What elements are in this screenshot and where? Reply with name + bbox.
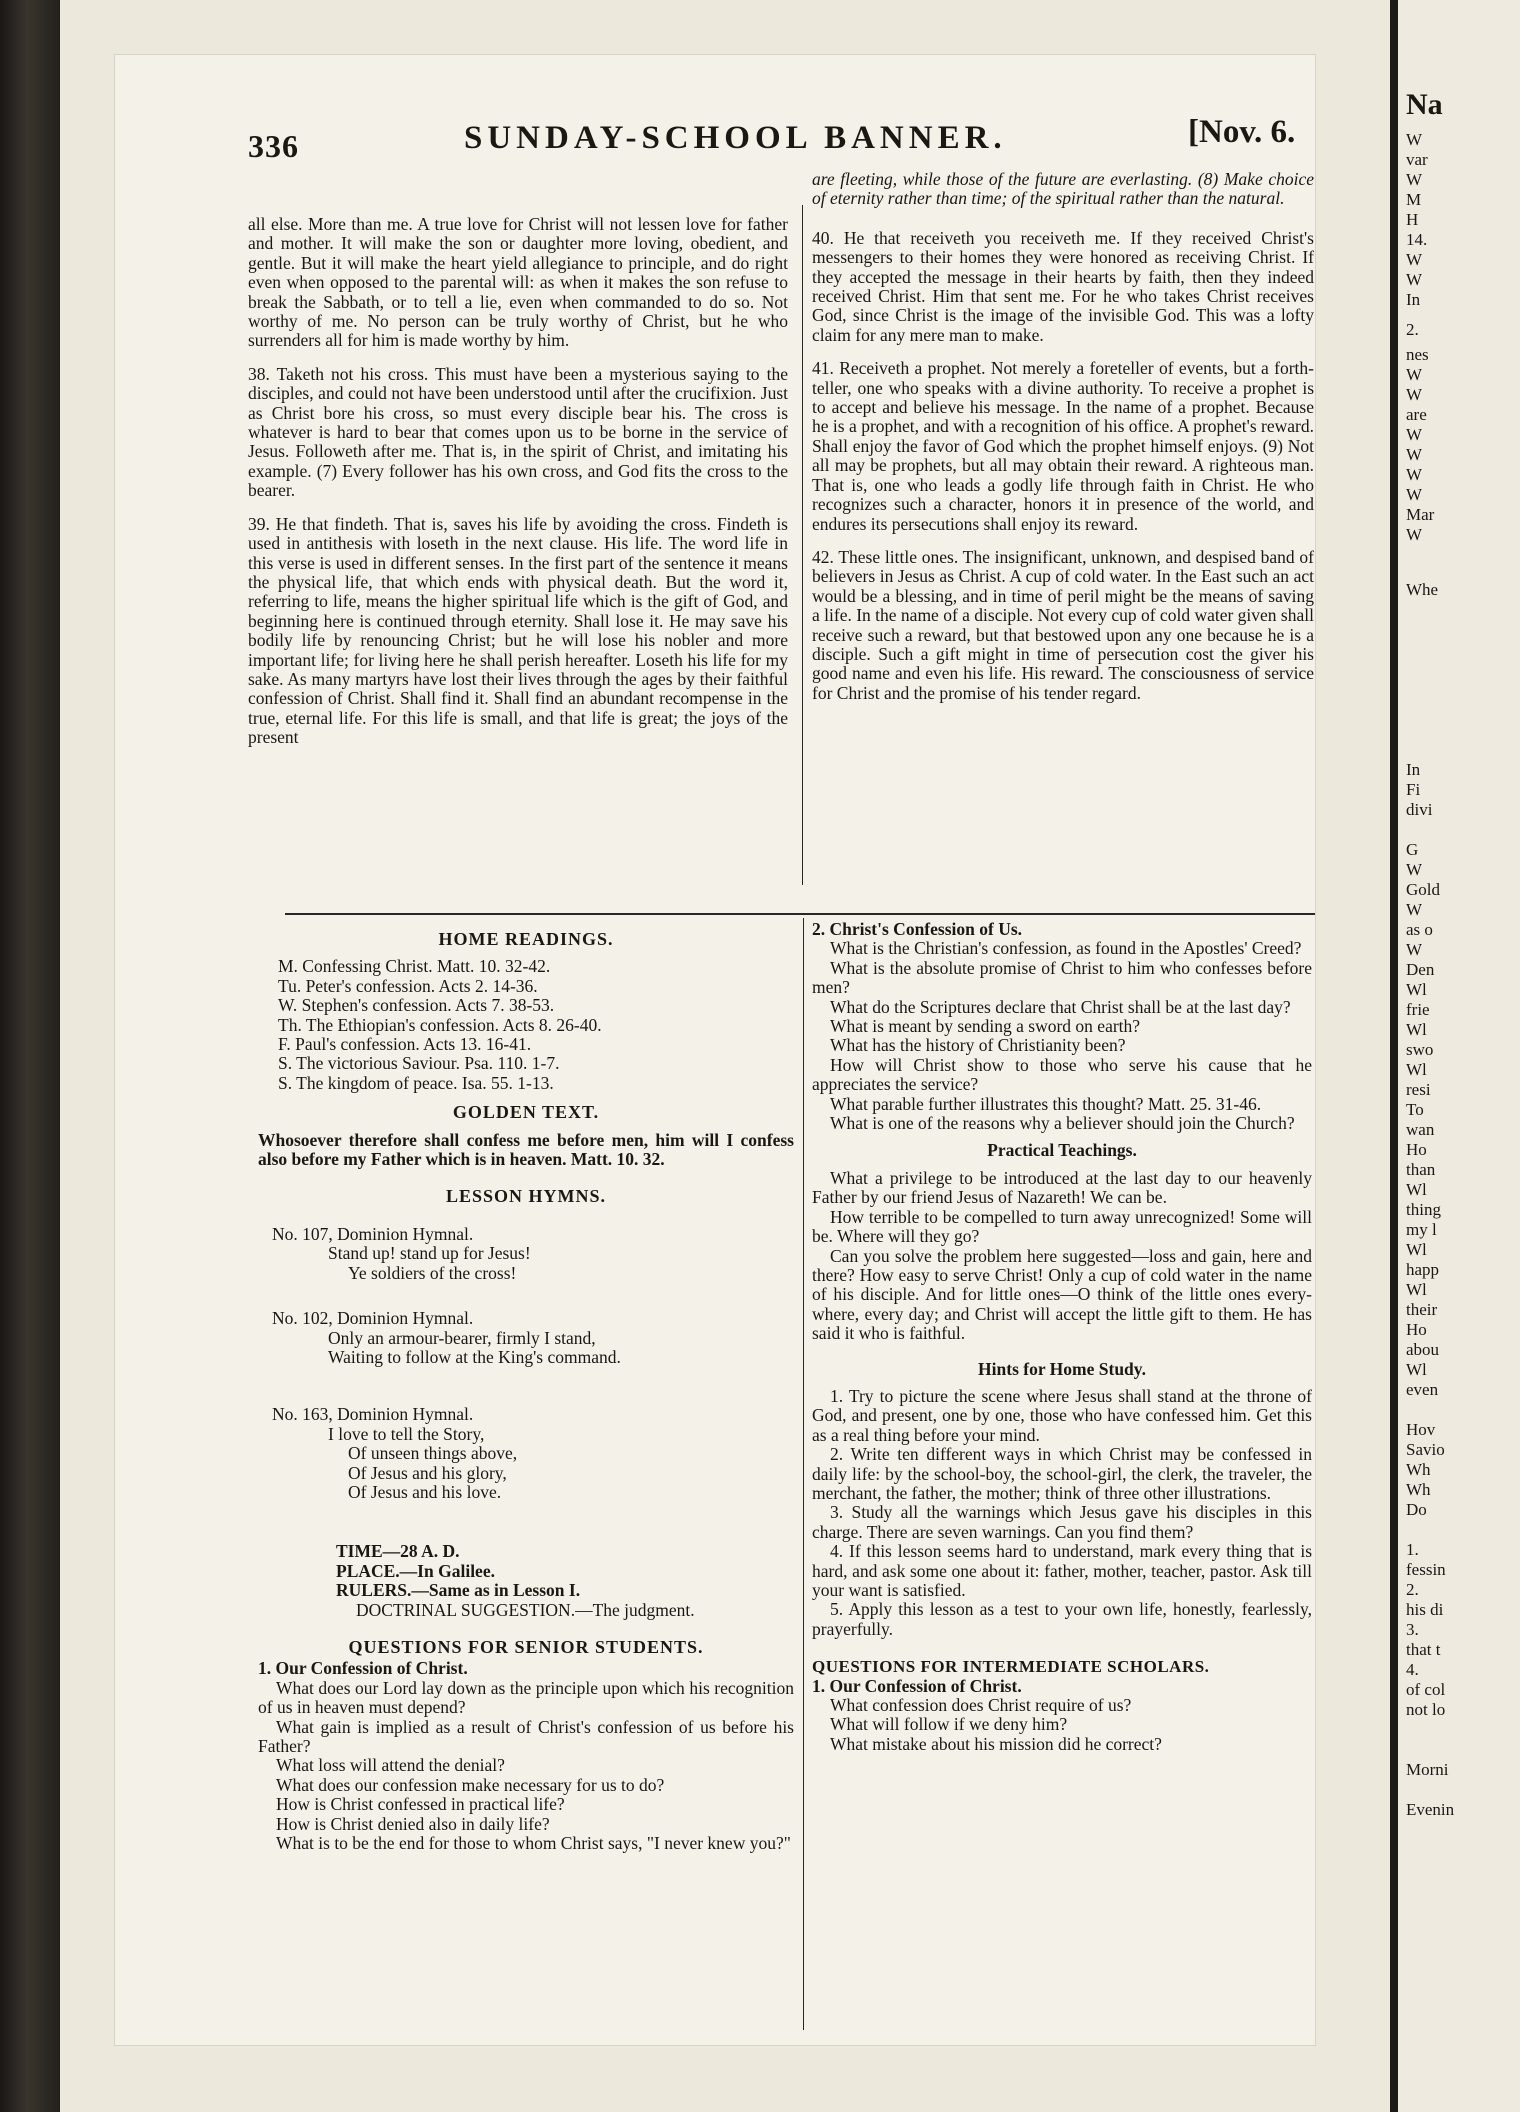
- section-divider: [285, 913, 1315, 915]
- facing-page-fragment: H: [1406, 210, 1419, 229]
- intermediate-subheading: 1. Our Confession of Christ.: [812, 1675, 1022, 1696]
- hymn-line: Of Jesus and his glory,: [348, 1462, 507, 1483]
- facing-page-fragment: are: [1406, 405, 1427, 424]
- home-readings-heading: HOME READINGS.: [438, 929, 614, 949]
- lesson-rulers: RULERS.—Same as in Lesson I.: [336, 1580, 581, 1601]
- facing-page-fragment: Evenin: [1406, 1800, 1455, 1819]
- commentary-verse-39: 39. He that findeth. That is, saves his life by avoiding the cross. Findeth is used in antithesis with loseth in the next clause. His life. The word life in this verse is used in different senses. In the first part of the sentence it means the physical life, that which ends with physical death. But the word it, referring to life, means the higher spiritual life which is the gift of God, and beginning here is continued through eternity. Shall lose it. He may save his bodily life by renouncing Christ; but he will lose his nobler and more important life; for living here he shall perish hereafter. Loseth his life for my sake. As many martyrs have lost their lives through the ages by their faithful confession of Christ. Shall find it. Shall find an abundant recompense in the true, eternal life. For this life is small, and that life is great; the joys of the present: [248, 513, 788, 748]
- question: How is Christ confessed in practical life?: [276, 1794, 565, 1815]
- reading-item: S. The kingdom of peace. Isa. 55. 1-13.: [278, 1072, 554, 1093]
- hymn-line: Stand up! stand up for Jesus!: [328, 1243, 531, 1264]
- facing-page-fragment: my l: [1406, 1220, 1437, 1239]
- lesson-helps-column: [258, 922, 794, 1853]
- commentary-right-column: [812, 170, 1314, 703]
- facing-page-fragment: happ: [1406, 1260, 1440, 1279]
- question: What gain is implied as a result of Christ's confession of us before his Father?: [258, 1716, 794, 1756]
- hint-item: 4. If this lesson seems hard to understand, mark every thing that is hard, and ask some one about it: father, mother, teacher, pastor. Ask till your want is satisfied.: [812, 1541, 1312, 1600]
- facing-page-fragment: Ho: [1406, 1320, 1427, 1339]
- reading-item: Tu. Peter's confession. Acts 2. 14-36.: [278, 975, 538, 996]
- facing-page-fragment: Wl: [1406, 1280, 1427, 1299]
- facing-page-fragment: wan: [1406, 1120, 1435, 1139]
- facing-page-fragment: Na: [1406, 88, 1443, 121]
- facing-page-fragment: W: [1406, 250, 1423, 269]
- question: What is the absolute promise of Christ to him who confesses before men?: [812, 957, 1312, 998]
- hint-item: 1. Try to picture the scene where Jesus shall stand at the throne of God, and present, one by one, those who have confessed him. Get this as a real thing before your mind.: [812, 1385, 1312, 1445]
- facing-page-fragment: W: [1406, 170, 1423, 189]
- hint-item: 3. Study all the warnings which Jesus gave his disciples in this charge. There are seven warnings. Can you find them?: [812, 1502, 1312, 1542]
- facing-page-fragment: W: [1406, 940, 1423, 959]
- facing-page-fragment: G: [1406, 840, 1419, 859]
- column-divider: [802, 205, 803, 885]
- facing-page-fragment: In: [1406, 760, 1421, 779]
- facing-page-fragment: W: [1406, 130, 1423, 149]
- facing-page-fragment: their: [1406, 1300, 1438, 1319]
- facing-page-fragment: Wl: [1406, 1060, 1427, 1079]
- doctrinal-suggestion: DOCTRINAL SUGGESTION.—The judgment.: [356, 1599, 695, 1620]
- hymn-line: Of Jesus and his love.: [348, 1481, 502, 1502]
- lesson-hymns-heading: LESSON HYMNS.: [445, 1186, 607, 1207]
- facing-page-fragment: Whe: [1406, 580, 1439, 599]
- book-spine: [0, 0, 60, 2112]
- hymn-source: No. 107, Dominion Hymnal.: [272, 1223, 474, 1244]
- facing-page-fragment: not lo: [1406, 1700, 1446, 1719]
- facing-page-fragment: 14.: [1406, 230, 1428, 249]
- lesson-time: TIME—28 A. D.: [336, 1541, 460, 1562]
- hint-item: 2. Write ten different ways in which Christ may be confessed in daily life: by the school-boy, the school-girl, the clerk, the traveler, the merchant, the father, the mother; think of three other illustrations.: [812, 1444, 1312, 1503]
- hymn-line: Ye soldiers of the cross!: [348, 1262, 517, 1283]
- hymn-line: Only an armour-bearer, firmly I stand,: [328, 1327, 596, 1348]
- facing-page-fragment: In: [1406, 290, 1421, 309]
- facing-page-fragment: Wl: [1406, 1240, 1427, 1259]
- commentary-continuation: are fleeting, while those of the future are everlasting. (8) Make choice of eternity rather than time; of the spiritual rather than the natural.: [812, 169, 1314, 209]
- facing-page-fragment: frie: [1406, 1000, 1430, 1019]
- facing-page-fragment: W: [1406, 270, 1423, 289]
- facing-page-fragment: 3.: [1406, 1620, 1419, 1639]
- facing-page-fragment: fessin: [1406, 1560, 1446, 1579]
- hint-item: 5. Apply this lesson as a test to your own life, honestly, fearlessly, prayerfully.: [812, 1599, 1312, 1639]
- lesson-info: [336, 1542, 794, 1620]
- facing-page-fragment: Hov: [1406, 1420, 1436, 1439]
- subsection-heading: 2. Christ's Confession of Us.: [812, 919, 1023, 939]
- facing-page-fragment: even: [1406, 1380, 1439, 1399]
- hymn-source: No. 102, Dominion Hymnal.: [272, 1308, 474, 1329]
- facing-page-fragment: W: [1406, 365, 1423, 384]
- question: What mistake about his mission did he correct?: [830, 1733, 1162, 1754]
- question: How is Christ denied also in daily life?: [276, 1813, 550, 1834]
- facing-page-fragment: nes: [1406, 345, 1429, 364]
- facing-page-fragment: than: [1406, 1160, 1436, 1179]
- facing-page-fragment: divi: [1406, 800, 1433, 819]
- facing-page-fragment: swo: [1406, 1040, 1434, 1059]
- facing-page-fragment: W: [1406, 445, 1423, 464]
- hymn-line: Waiting to follow at the King's command.: [328, 1346, 621, 1367]
- facing-page-fragment: W: [1406, 425, 1423, 444]
- reading-item: S. The victorious Saviour. Psa. 110. 1-7.: [278, 1053, 560, 1074]
- home-readings-list: [278, 957, 794, 1093]
- intermediate-questions-heading: QUESTIONS FOR INTERMEDIATE SCHOLARS.: [812, 1657, 1210, 1677]
- hymn-line: I love to tell the Story,: [328, 1423, 485, 1444]
- questions-right-column: [812, 920, 1312, 1754]
- question: What has the history of Christianity been?: [830, 1035, 1126, 1056]
- question: What does our confession make necessary for us to do?: [276, 1774, 665, 1795]
- facing-page-fragment: resi: [1406, 1080, 1431, 1099]
- facing-page-fragment: W: [1406, 860, 1423, 879]
- reading-item: F. Paul's confession. Acts 13. 16-41.: [278, 1034, 532, 1055]
- hymn-line: Of unseen things above,: [348, 1443, 518, 1464]
- golden-text-heading: GOLDEN TEXT.: [452, 1102, 600, 1123]
- facing-page-fragment: Savio: [1406, 1440, 1445, 1459]
- facing-page-fragment: Do: [1406, 1500, 1427, 1519]
- facing-page-fragment: Gold: [1406, 880, 1440, 899]
- facing-page-fragment: Wl: [1406, 980, 1427, 999]
- commentary-verse-41: 41. Receiveth a prophet. Not merely a foreteller of events, but a forth-teller, one who speaks with a divine authority. To receive a prophet is to accept and believe his message. In the name of a prophet. Because he is a prophet, and with a recognition of his office. A prophet's reward. Shall enjoy the favor of God which the prophet himself enjoys. (9) Not all may be prophets, but all may obtain their reward. A righteous man. That is, one who leads a godly life through faith in Christ. He who recognizes such a character, honors it in presence of the world, and endures its persecutions shall enjoy its reward.: [812, 358, 1314, 534]
- commentary-left-column: [248, 215, 788, 748]
- commentary-verse-42: 42. These little ones. The insignificant, unknown, and despised band of believers in Jesus as Christ. A cup of cold water. In the East such an act would be a blessing, and in time of peril might be the means of saving a life. In the name of a disciple. Not every cup of cold water given shall receive such a reward, but that bestowed upon any one because he is a disciple. Such a gift might in time of persecution cost the giver his good name and even his life. His reward. The consciousness of service for Christ and the promise of his tender regard.: [812, 546, 1314, 703]
- hymn-163: [272, 1405, 794, 1502]
- senior-questions: [258, 1679, 794, 1854]
- facing-page-fragment: W: [1406, 465, 1423, 484]
- facing-page-fragment: M: [1406, 190, 1422, 209]
- facing-page-fragment: Fi: [1406, 780, 1421, 799]
- facing-page-fragment: W: [1406, 385, 1423, 404]
- hymn-102: [272, 1309, 794, 1367]
- question: What is the Christian's confession, as found in the Apostles' Creed?: [830, 938, 1302, 959]
- facing-page-fragment: W: [1406, 900, 1423, 919]
- lesson-place: PLACE.—In Galilee.: [336, 1560, 495, 1581]
- facing-page-fragment: his di: [1406, 1600, 1444, 1619]
- golden-text: Whosoever therefore shall confess me before men, him will I confess also before my Father which is in heaven. Matt. 10. 32.: [258, 1129, 794, 1170]
- senior-questions-heading: QUESTIONS FOR SENIOR STUDENTS.: [348, 1636, 704, 1657]
- facing-page-fragment: thing: [1406, 1200, 1441, 1219]
- facing-page-fragment: Den: [1406, 960, 1435, 979]
- lower-column-divider: [803, 918, 804, 2030]
- page-gutter: [1390, 0, 1398, 2112]
- facing-page-fragment: 2.: [1406, 320, 1419, 339]
- running-header: [248, 108, 1298, 168]
- question: What loss will attend the denial?: [276, 1755, 505, 1776]
- teaching-paragraph: Can you solve the problem here suggested—loss and gain, here and there? How easy to serve Christ! Only a cup of cold water in the name of his disciple. And for little ones—O think of the little ones every-where, every day; and Christ will accept the little gift to them. He has said it who is faithful.: [812, 1245, 1312, 1344]
- hymn-107: [272, 1225, 794, 1283]
- facing-page-fragment: abou: [1406, 1340, 1440, 1359]
- facing-page-fragment: as o: [1406, 920, 1433, 939]
- facing-page-fragment: 4.: [1406, 1660, 1419, 1679]
- issue-date: [Nov. 6.: [1188, 114, 1296, 150]
- question: What does our Lord lay down as the principle upon which his recognition of us in heaven must depend?: [258, 1677, 794, 1718]
- facing-page-fragment: that t: [1406, 1640, 1441, 1659]
- facing-page-fragment: 2.: [1406, 1580, 1419, 1599]
- facing-page-fragment: Wl: [1406, 1020, 1427, 1039]
- practical-teachings-heading: Practical Teachings.: [987, 1140, 1137, 1161]
- facing-page-fragment: Mar: [1406, 505, 1435, 524]
- question: What parable further illustrates this thought? Matt. 25. 31-46.: [830, 1093, 1262, 1114]
- reading-item: Th. The Ethiopian's confession. Acts 8. 26-40.: [278, 1014, 602, 1035]
- hymn-source: No. 163, Dominion Hymnal.: [272, 1404, 474, 1425]
- reading-item: M. Confessing Christ. Matt. 10. 32-42.: [278, 956, 551, 977]
- commentary-verse-38: 38. Taketh not his cross. This must have been a mysterious saying to the disciples, and could not have been understood until after the crucifixion. Just as Christ bore his cross, so must every disciple bear his. The cross is whatever is hard to bear that comes upon us to be borne in the service of Jesus. Followeth after me. That is, in the spirit of Christ, and imitating his example. (7) Every follower has his own cross, and God fits the cross to the bearer.: [248, 363, 788, 501]
- facing-page-fragment: W: [1406, 485, 1423, 504]
- facing-page-fragment: To: [1406, 1100, 1424, 1119]
- facing-page-fragment: Morni: [1406, 1760, 1449, 1779]
- question: How will Christ show to those who serve his cause that he appreciates the service?: [812, 1054, 1312, 1095]
- facing-page-edge: [1398, 0, 1520, 2112]
- facing-page-fragment: Wh: [1406, 1480, 1431, 1499]
- facing-page-fragment: Wl: [1406, 1360, 1427, 1379]
- teaching-paragraph: What a privilege to be introduced at the last day to our heavenly Father by our friend Jesus of Nazareth! We can be.: [812, 1167, 1312, 1208]
- teaching-paragraph: How terrible to be compelled to turn away unrecognized! Some will be. Where will they go?: [812, 1206, 1312, 1247]
- question: What is one of the reasons why a believer should join the Church?: [830, 1113, 1295, 1134]
- question: What is meant by sending a sword on earth?: [830, 1016, 1141, 1037]
- facing-page-fragment: W: [1406, 525, 1423, 544]
- question: What confession does Christ require of us?: [830, 1695, 1132, 1716]
- publication-title: SUNDAY-SCHOOL BANNER.: [464, 120, 1007, 156]
- commentary-paragraph: all else. More than me. A true love for Christ will not lessen love for father and mother. It will make the son or daughter more loving, obedient, and gentle. But it will make the heart yield allegiance to principle, and do right even when opposed to the parental will: as when it makes the son refuse to break the Sabbath, or to tell a lie, even when commanded to do so. Not worthy of me. No person can be truly worthy of Christ, but he who surrenders all for him is made worthy by him.: [248, 214, 788, 351]
- hints-heading: Hints for Home Study.: [978, 1358, 1146, 1379]
- question: What will follow if we deny him?: [830, 1714, 1068, 1735]
- page-number: 336: [248, 128, 299, 164]
- reading-item: W. Stephen's confession. Acts 7. 38-53.: [278, 995, 555, 1016]
- facing-page-fragment: var: [1406, 150, 1428, 169]
- facing-page-fragment: Ho: [1406, 1140, 1427, 1159]
- question: What do the Scriptures declare that Christ shall be at the last day?: [830, 996, 1291, 1017]
- facing-page-fragment: Wl: [1406, 1180, 1427, 1199]
- commentary-verse-40: 40. He that receiveth you receiveth me. If they received Christ's messengers to their homes they were honored as receiving Christ. If they accepted the message in their hearts by faith, then they indeed received Christ. Him that sent me. For he who takes Christ receives God, since Christ is the image of the invisible God. This was a lofty claim for any mere man to make.: [812, 227, 1314, 345]
- senior-subheading: 1. Our Confession of Christ.: [258, 1658, 468, 1679]
- question: What is to be the end for those to whom Christ says, "I never knew you?": [276, 1833, 791, 1854]
- facing-page-fragment: 1.: [1406, 1540, 1419, 1559]
- facing-page-fragment: Wh: [1406, 1460, 1431, 1479]
- facing-page-fragment: of col: [1406, 1680, 1446, 1699]
